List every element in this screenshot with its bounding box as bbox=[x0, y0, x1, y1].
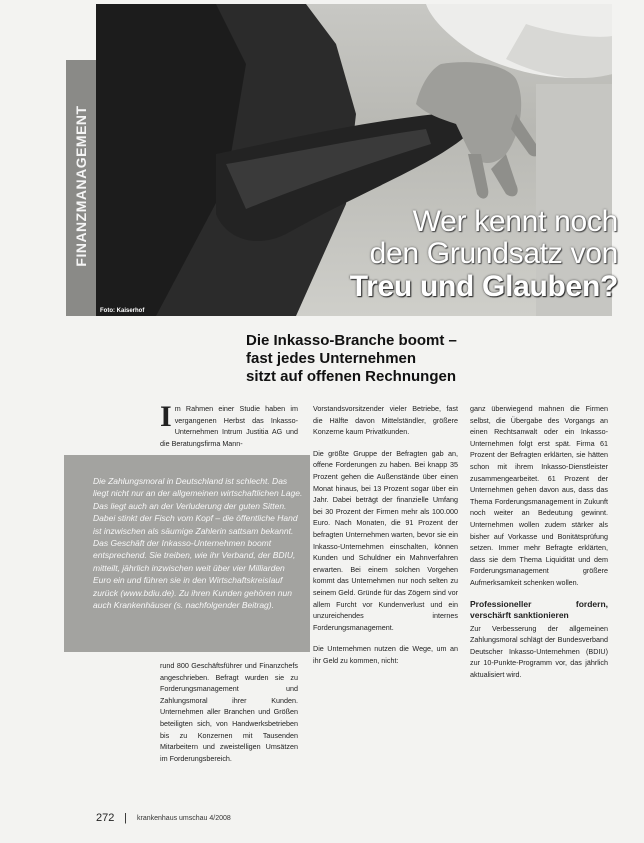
headline bbox=[278, 206, 618, 303]
photo-credit: Foto: Kaiserhof bbox=[100, 308, 145, 314]
section-label: FINANZMANAGEMENT bbox=[73, 105, 89, 267]
headline-line-2: den Grundsatz von bbox=[369, 237, 618, 271]
subheadline-line-3: sitzt auf offenen Rechnungen bbox=[246, 368, 456, 385]
column-c bbox=[470, 403, 608, 690]
column-a-intro: m Rahmen einer Studie haben im vergangenen Herbst das Inkasso-Unternehmen Intrum Justitia AG und die Beratungsfirma Mann- bbox=[160, 404, 298, 448]
column-a-bottom bbox=[160, 660, 298, 774]
column-b-paragraph-1: Vorstandsvorsitzender vieler Betriebe, fast die Hälfte davon Mittelständler, größere Konzerne kaum Privatkunden. bbox=[313, 404, 458, 437]
subheadline bbox=[246, 332, 546, 386]
drop-cap: I bbox=[160, 400, 172, 433]
headline-line-1: Wer kennt noch bbox=[412, 205, 618, 238]
subheadline-line-1: Die Inkasso-Branche boomt – bbox=[246, 332, 457, 349]
column-c-paragraph-2: Zur Verbesserung der allgemeinen Zahlungsmoral schlägt der Bundesverband Deutscher Inkasso-Unternehmen (BDIU) zur 10-Punkte-Programm vor, das jährlich aktualisiert wird. bbox=[470, 623, 608, 679]
folio-separator: | bbox=[124, 812, 127, 824]
column-a-top bbox=[160, 400, 298, 459]
page-number: 272 bbox=[96, 812, 115, 824]
headline-line-3: Treu und Glauben? bbox=[349, 269, 618, 303]
column-b-paragraph-3: Die Unternehmen nutzen die Wege, um an ihr Geld zu kommen, nicht: bbox=[313, 644, 458, 665]
subheadline-line-2: fast jedes Unternehmen bbox=[246, 350, 417, 367]
publication-source: krankenhaus umschau 4/2008 bbox=[137, 815, 231, 822]
info-box-text: Die Zahlungsmoral in Deutschland ist schlecht. Das liegt nicht nur an der allgemeinen wirtschaftlichen Lage. Das liegt auch an der Verluderung der guten Sitten. Dabei stinkt der Fisch vom Kopf – die öffentliche Hand ist inzwischen als säumige Zahlerin sattsam bekannt. Das Geschäft der Inkasso-Unternehmen boomt entsprechend. Sie treiben, wie ihr Verband, der BDIU, mitteilt, jährlich inzwischen weit über vier Milliarden Euro ein und führen sie in den Wirtschaftskreislauf zurück (www.bdiu.de). Zu ihren Kunden gehören nun auch Krankenhäuser (s. nachfolgender Beitrag). bbox=[93, 476, 303, 611]
column-b bbox=[313, 403, 458, 676]
column-b-paragraph-2: Die größte Gruppe der Befragten gab an, offene Forderungen zu haben. Bei knapp 35 Prozent gehen die Außenstände über einen Monat hinaus, bei 13 Prozent sogar über ein Jahr. Dabei beträgt der finanzielle Umfang bei 30 Prozent der Firmen mehr als 100.000 Euro. Nach Monaten, die 91 Prozent der befragten Unternehmen warten, bevor sie ein Inkasso-Unternehmen einschalten, können Kunden und Schuldner ein Mahnverfahren erwarten. Bei einem solchen Vorgehen kommt das Unternehmen nur noch selten zu seinem Geld. Gründe für das Zögern sind vor allem Furcht vor Kundenverlust und ein unzureichendes internes Forderungsmanagement. bbox=[313, 448, 458, 632]
column-c-subheading: Professioneller fordern, verschärft sanktionieren bbox=[470, 598, 608, 620]
column-c-paragraph-1: ganz überwiegend mahnen die Firmen selbst, die Übergabe des Vorgangs an einen Rechtsanwalt oder ein Inkasso-Unternehmen folgt erst spät. Firma 61 Prozent der Befragten erklärten, sie hätten schon mit ihrem Inkasso-Dienstleister zusammengearbeitet. 61 Prozent der Unternehmen gehen davon aus, dass das Thema Forderungsmanagement in Zukunft noch weiter an Bedeutung gewinnt. Unternehmen wollen zudem stärker als bisher auf Vorkasse und Bonitätsprüfung setzen. Immer mehr Befragte erklärten, dass sie dem Thema Liquidität und dem Forderungsmanagement größere Aufmerksamkeit schenken wollen. bbox=[470, 404, 608, 587]
column-a-continuation: rund 800 Geschäftsführer und Finanzchefs angeschrieben. Befragt wurden sie zu Forderungsmanagement und Zahlungsmoral ihrer Kunden. Unternehmen aller Branchen und Größen beteiligten sich, von Handwerksbetrieben bis zu Konzernen mit Tausenden Mitarbeitern und zweistelligen Umsätzen im Forderungsbereich. bbox=[160, 661, 298, 763]
